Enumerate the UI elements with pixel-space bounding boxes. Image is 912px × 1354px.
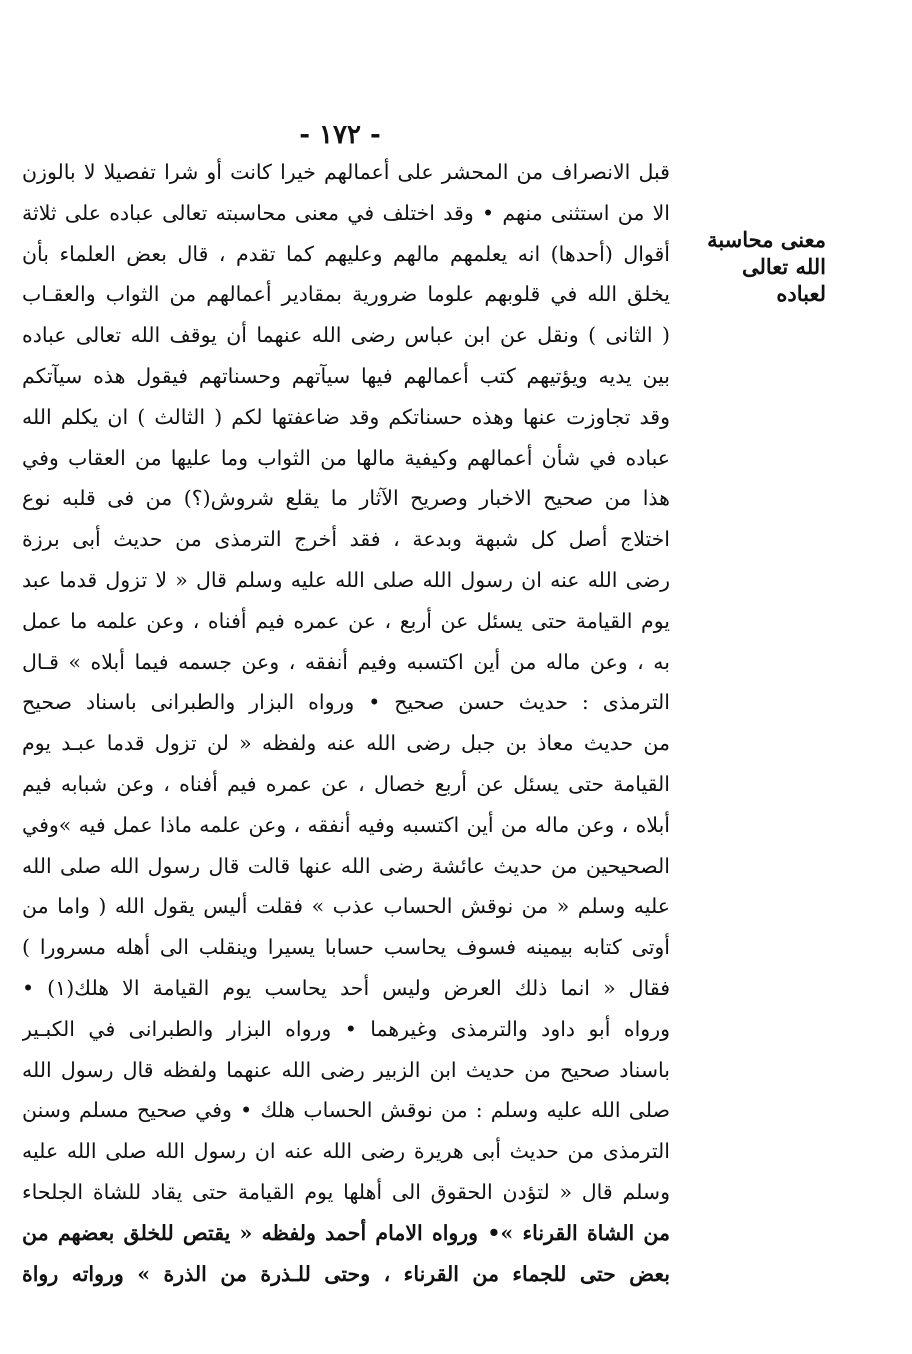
text-line: الا من استثنى منهم • وقد اختلف في معنى محاسبته تعالى عباده على ثلاثة	[22, 200, 670, 225]
text-line: الترمذى : حديث حسن صحيح • ورواه البزار والطبرانى باسناد صحيح	[22, 690, 670, 715]
text-line: ( الثانى ) ونقل عن ابن عباس رضى الله عنهما أن يوقف الله تعالى عباده	[22, 323, 670, 348]
text-line: رضى الله عنه ان رسول الله صلى الله عليه وسلم قال « لا تزول قدما عبد	[22, 567, 670, 592]
text-line: وقد تجاوزت عنها وهذه حسناتكم وقد ضاعفتها لكم ( الثالث ) ان يكلم الله	[22, 404, 670, 429]
text-line: باسناد صحيح من حديث ابن الزبير رضى الله عنهما ولفظه قال رسول الله	[22, 1057, 670, 1082]
text-line: به ، وعن ماله من أين اكتسبه وفيم أنفقه ، وعن جسمه فيما أبلاه » قـال	[22, 649, 670, 674]
text-line: اختلاج أصل كل شبهة وبدعة ، فقد أخرج الترمذى من حديث أبى برزة	[22, 527, 670, 552]
text-line: وسلم قال « لتؤدن الحقوق الى أهلها يوم القيامة حتى يقاد للشاة الجلحاء	[22, 1179, 670, 1204]
text-line: صلى الله عليه وسلم : من نوقش الحساب هلك • وفي صحيح مسلم وسنن	[22, 1098, 670, 1123]
margin-note-line: لعباده	[776, 281, 826, 306]
margin-note-line: الله تعالى	[741, 254, 826, 279]
text-line: يخلق الله في قلوبهم علوما ضرورية بمقادير أعمالهم من الثواب والعقـاب	[22, 282, 670, 307]
text-line: هذا من صحيح الاخبار وصريح الآثار ما يقلع شروش(؟) من فى قلبه نوع	[22, 486, 670, 511]
text-line: بين يديه ويؤتيهم كتب أعمالهم فيها سيآتهم وحسناتهم فيقول هذه سيآتكم	[22, 363, 670, 388]
text-line: أوتى كتابه بيمينه فسوف يحاسب حسابا يسيرا وينقلب الى أهله مسرورا )	[22, 935, 670, 960]
text-line: يوم القيامة حتى يسئل عن أربع ، عن عمره فيم أفناه ، وعن علمه ما عمل	[22, 608, 670, 633]
margin-note	[678, 226, 826, 307]
text-line: فقال « انما ذلك العرض وليس أحد يحاسب يوم القيامة الا هلك(١) •	[22, 975, 670, 1000]
text-line: أبلاه ، وعن ماله من أين اكتسبه وفيه أنفقه ، وعن علمه ماذا عمل فيه »وفي	[22, 812, 670, 837]
text-line: القيامة حتى يسئل عن أربع خصال ، عن عمره فيم أفناه ، وعن شبابه فيم	[22, 771, 670, 796]
text-line: بعض حتى للجماء من القرناء ، وحتى للـذرة من الذرة » ورواته رواة	[22, 1261, 670, 1286]
page-number: - ١٧٢ -	[299, 120, 381, 150]
text-line: عباده في شأن أعمالهم وكيفية مالها من الثواب وما عليها من العقاب وفي	[22, 445, 670, 470]
text-line: عليه وسلم « من نوقش الحساب عذب » فقلت أليس يقول الله ( واما من	[22, 894, 670, 919]
text-line: من الشاة القرناء »• ورواه الامام أحمد ولفظه « يقتص للخلق بعضهم من	[22, 1220, 670, 1245]
text-line: الترمذى من حديث أبى هريرة رضى الله عنه ان رسول الله صلى الله عليه	[22, 1139, 670, 1164]
text-line: ورواه أبو داود والترمذى وغيرهما • ورواه البزار والطبرانى في الكبـير	[22, 1016, 670, 1041]
body-text	[22, 152, 670, 1294]
text-line: الصحيحين من حديث عائشة رضى الله عنها قالت قال رسول الله صلى الله	[22, 853, 670, 878]
text-line: قبل الانصراف من المحشر على أعمالهم خيرا كانت أو شرا تفصيلا لا بالوزن	[22, 160, 670, 184]
text-line: أقوال (أحدها) انه يعلمهم مالهم وعليهم كما تقدم ، قال بعض العلماء بأن	[22, 241, 670, 266]
margin-note-line: معنى محاسبة	[707, 227, 826, 252]
text-line: من حديث معاذ بن جبل رضى الله عنه ولفظه « لن تزول قدما عبـد يوم	[22, 731, 670, 756]
